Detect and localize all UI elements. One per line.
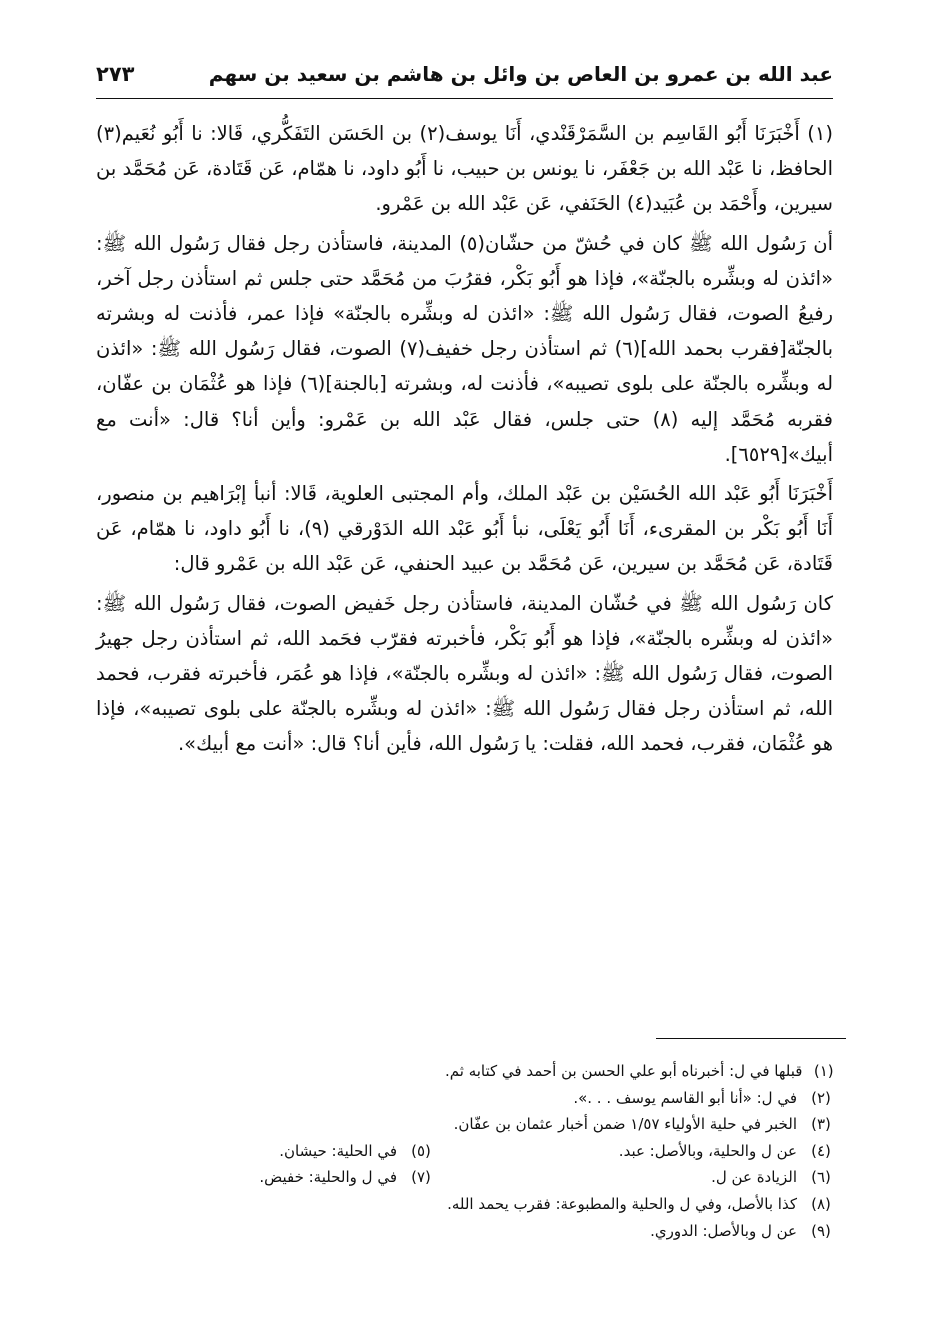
running-title: عبد الله بن عمرو بن العاص بن وائل بن هاشم بن سعيد بن سهم bbox=[208, 62, 833, 86]
footnote-row bbox=[85, 1085, 845, 1112]
footnote-number: (٧) bbox=[411, 1168, 431, 1187]
footnote-number: (٣) bbox=[811, 1115, 831, 1134]
paragraph-matn-2: كان رَسُول الله ﷺ في حُشّان المدينة، فاستأذن رجل خَفيض الصوت، فقال رَسُول الله ﷺ: «ائذن له وبشِّره بالجنّة»، فإذا هو أَبُو بَكْر، فأخبرته فقرّب فحَمد الله، ثم استأذن رجل جهيرُ الصوت، فقال رَسُول الله ﷺ: «ائذن له وبشِّره بالجنّة»، فإذا هو عُمَر، فأخبرته فقرب، فحمد الله، ثم استأذن رجل فقال رَسُول الله ﷺ: «ائذن له وبشِّره بالجنّة على بلوى تصيبه»، فإذا هو عُثْمَان، فقرب، فحمد الله، فقلت: يا رَسُول الله، فأين أنا؟ قال: «أنت مع أبيك». bbox=[96, 591, 833, 756]
footnote-text: قبلها في ل: أخبرناه أبو علي الحسن بن أحمد في كتابه ثم. bbox=[445, 1062, 803, 1080]
footnote-row bbox=[85, 1111, 845, 1138]
paragraph-matn-1: أن رَسُول الله ﷺ كان في حُشّ من حشّان(٥) المدينة، فاستأذن رجل فقال رَسُول الله ﷺ: «ائذن له وبشِّره بالجنّة»، فإذا هو أَبُو بَكْر، فقرُبَ من مُحَمَّد حتى جلس ثم استأذن رجل آخر، رفيعُ الصوت، فقال رَسُول الله ﷺ: «ائذن له وبشِّره بالجنّة» فإذا عمر، فأذنت له وبشرته بالجنّة[فقرب بحمد الله](٦) ثم استأذن رجل خفيف(٧) الصوت، فقال رَسُول الله ﷺ: «ائذن له وبشِّره بالجنّة على بلوى تصيبه»، فأذنت له، وبشرته [بالجنة](٦) فإذا هو عُثْمَان بن عفّان، فقربه مُحَمَّد إليه (٨) حتى جلس، فقال عَبْد الله بن عَمْرو: وأين أنا؟ قال: «أنت مع أبيك»[٦٥٢٩]. bbox=[96, 231, 834, 466]
footnote-item bbox=[445, 1164, 845, 1191]
footnote-item bbox=[445, 1138, 845, 1165]
footnote-text: كذا بالأصل، وفي ل والحلية والمطبوعة: فقرب يحمد الله. bbox=[447, 1194, 797, 1213]
footnotes bbox=[85, 1058, 845, 1244]
footnote-row bbox=[85, 1058, 845, 1085]
footnote-number: (٦) bbox=[811, 1168, 831, 1187]
footnote-item bbox=[259, 1164, 445, 1191]
footnote-number: (١) bbox=[813, 1062, 834, 1080]
footnote-item bbox=[445, 1218, 845, 1245]
footnote-number: (٥) bbox=[411, 1141, 431, 1160]
running-head bbox=[96, 62, 833, 99]
footnote-row bbox=[85, 1138, 845, 1165]
main-text bbox=[96, 116, 833, 766]
footnote-number: (٨) bbox=[811, 1194, 831, 1213]
footnote-item bbox=[445, 1111, 845, 1138]
footnote-text: الخبر في حلية الأولياء ١/٥٧ ضمن أخبار عثمان بن عفّان. bbox=[453, 1115, 797, 1134]
footnote-row bbox=[85, 1164, 845, 1191]
footnote-row bbox=[85, 1218, 845, 1245]
footnote-row bbox=[85, 1191, 845, 1218]
footnote-text: في ل والحلية: خفيض. bbox=[259, 1168, 397, 1187]
footnote-text: في ل: «أنا أبو القاسم يوسف . . .». bbox=[573, 1088, 797, 1107]
footnote-text: عن ل والحلية، وبالأصل: عبد. bbox=[618, 1141, 797, 1160]
paragraph-isnad-1: (١) أَخْبَرَنَا أَبُو القَاسِم بن السَّمَرْقَنْدي، أَنَا يوسف(٢) بن الحَسَن التَفَكُّري، قَالا: نا أَبُو نُعَيم(٣) الحافظ، نا عَبْد الله بن جَعْفَر، نا يونس بن حبيب، نا أَبُو داود، نا همّام، عَن قَتَادة، عَن مُحَمَّد بن سيرين، وأَحْمَد بن عُبَيد(٤) الحَنَفي، عَن عَبْد الله بن عَمْرو. bbox=[96, 122, 833, 216]
footnote-text: عن ل وبالأصل: الدوري. bbox=[650, 1221, 797, 1240]
footnote-number: (٢) bbox=[811, 1088, 831, 1107]
footnote-text: الزيادة عن ل. bbox=[711, 1168, 797, 1187]
paragraph-isnad-2: أَخْبَرَنَا أَبُو عَبْد الله الحُسَيْن بن عَبْد الملك، وأم المجتبى العلوية، قَالا: أنبأ إبْرَاهيم بن منصور، أَنَا أَبُو بَكْر بن المقرىء، أَنَا أَبُو يَعْلَى، نبأ أَبُو عَبْد الله الدَوْرقي (٩)، نا أَبُو داود، نا همّام، عَن قَتَادة، عَن مُحَمَّد بن سيرين، عَن مُحَمَّد بن عبيد الحنفي، عَن عَبْد الله بن عَمْرو قال: bbox=[96, 482, 833, 576]
footnote-item bbox=[279, 1138, 445, 1165]
footnote-item bbox=[445, 1085, 845, 1112]
footnote-separator bbox=[656, 1038, 846, 1039]
footnote-text: في الحلية: حيشان. bbox=[279, 1141, 397, 1160]
footnote-number: (٤) bbox=[811, 1141, 831, 1160]
footnote-item bbox=[445, 1191, 845, 1218]
page-number: ٢٧٣ bbox=[96, 62, 135, 86]
footnote-number: (٩) bbox=[811, 1221, 831, 1240]
footnote-item bbox=[445, 1058, 845, 1085]
